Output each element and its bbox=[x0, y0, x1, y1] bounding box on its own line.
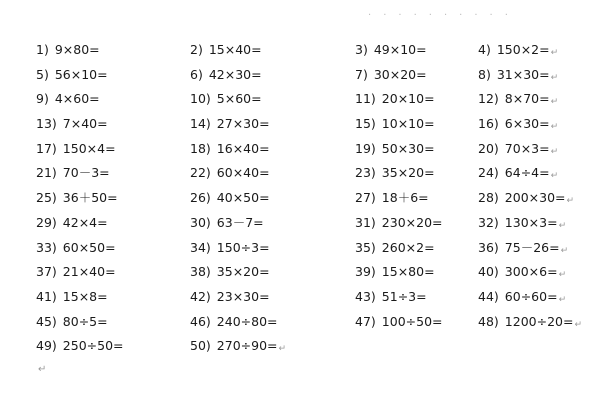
problem-item bbox=[478, 161, 558, 189]
problem-item bbox=[478, 211, 566, 239]
problem-item bbox=[190, 285, 270, 310]
problem-number: 14) bbox=[190, 116, 211, 132]
header-mark: · bbox=[368, 10, 373, 21]
problem-number: 33) bbox=[36, 239, 57, 255]
problem-expression: 8×70= bbox=[504, 91, 550, 107]
problem-expression: 270÷90= bbox=[216, 338, 278, 354]
problem-number: 28) bbox=[478, 190, 499, 206]
problem-row bbox=[36, 260, 596, 285]
problem-item bbox=[355, 310, 443, 335]
problem-item bbox=[355, 186, 429, 211]
problem-row bbox=[36, 137, 596, 162]
problem-item bbox=[355, 87, 435, 112]
problem-number: 22) bbox=[190, 165, 211, 181]
problem-number: 32) bbox=[478, 214, 499, 230]
problem-number: 35) bbox=[355, 239, 376, 255]
header-mark: · bbox=[474, 10, 479, 21]
problem-number: 3) bbox=[355, 42, 368, 57]
problem-number: 44) bbox=[478, 288, 499, 304]
problem-number: 47) bbox=[355, 313, 376, 329]
problem-row bbox=[36, 310, 596, 335]
problem-number: 39) bbox=[355, 264, 376, 280]
problem-item bbox=[36, 285, 108, 310]
problem-item bbox=[355, 236, 435, 261]
header-mark: · bbox=[459, 10, 464, 21]
problem-number: 37) bbox=[36, 264, 57, 280]
paragraph-return-icon: ↵ bbox=[550, 146, 559, 157]
problem-list bbox=[36, 38, 596, 359]
problem-expression: 21×40= bbox=[62, 264, 116, 280]
problem-item bbox=[190, 87, 262, 112]
problem-expression: 10×10= bbox=[381, 116, 435, 132]
problem-expression: 56×10= bbox=[54, 66, 108, 82]
problem-row bbox=[36, 161, 596, 186]
paragraph-return-icon: ↵ bbox=[560, 245, 569, 256]
problem-row bbox=[36, 112, 596, 137]
problem-expression: 36＋50= bbox=[62, 190, 118, 206]
problem-item bbox=[355, 63, 427, 88]
problem-item bbox=[478, 310, 582, 338]
paragraph-return-icon: ↵ bbox=[550, 171, 559, 182]
problem-number: 31) bbox=[355, 214, 376, 230]
problem-number: 38) bbox=[190, 264, 211, 280]
problem-expression: 15×80= bbox=[381, 264, 435, 280]
problem-expression: 23×30= bbox=[216, 288, 270, 304]
paragraph-return-icon: ↵ bbox=[566, 196, 575, 207]
problem-number: 11) bbox=[355, 91, 376, 107]
paragraph-return-icon: ↵ bbox=[550, 122, 559, 133]
problem-item bbox=[36, 334, 124, 359]
problem-expression: 80÷5= bbox=[62, 313, 108, 329]
header-mark: · bbox=[398, 10, 403, 21]
paragraph-return-icon: ↵ bbox=[550, 48, 559, 58]
header-marks bbox=[368, 10, 578, 21]
problem-expression: 42×4= bbox=[62, 214, 108, 230]
problem-number: 46) bbox=[190, 313, 211, 329]
problem-number: 2) bbox=[190, 42, 203, 57]
problem-row bbox=[36, 236, 596, 261]
paragraph-return-icon: ↵ bbox=[558, 270, 567, 281]
header-mark: · bbox=[413, 10, 418, 21]
problem-number: 45) bbox=[36, 313, 57, 329]
paragraph-return-icon: ↵ bbox=[574, 319, 583, 330]
problem-number: 1) bbox=[36, 42, 49, 57]
problem-number: 7) bbox=[355, 66, 368, 82]
problem-number: 19) bbox=[355, 140, 376, 156]
problem-row bbox=[36, 38, 596, 63]
problem-expression: 100÷50= bbox=[381, 313, 443, 329]
problem-expression: 130×3= bbox=[504, 214, 558, 230]
problem-item bbox=[36, 310, 108, 335]
header-mark: · bbox=[383, 10, 388, 21]
problem-item bbox=[478, 38, 558, 66]
problem-expression: 35×20= bbox=[381, 165, 435, 181]
problem-number: 9) bbox=[36, 91, 49, 107]
problem-row bbox=[36, 285, 596, 310]
problem-expression: 7×40= bbox=[62, 116, 108, 132]
problem-number: 30) bbox=[190, 214, 211, 230]
problem-item bbox=[478, 137, 558, 165]
problem-number: 10) bbox=[190, 91, 211, 107]
problem-item bbox=[190, 112, 270, 137]
problem-item bbox=[478, 285, 566, 313]
paragraph-return-icon: ↵ bbox=[550, 72, 559, 83]
problem-expression: 70×3= bbox=[504, 140, 550, 156]
problem-item bbox=[36, 186, 118, 211]
paragraph-return-icon: ↵ bbox=[558, 220, 567, 231]
problem-item bbox=[478, 186, 574, 214]
problem-number: 20) bbox=[478, 140, 499, 156]
problem-row bbox=[36, 63, 596, 88]
problem-item bbox=[36, 161, 110, 186]
problem-expression: 42×30= bbox=[208, 66, 262, 82]
problem-item bbox=[190, 310, 278, 335]
problem-expression: 27×30= bbox=[216, 116, 270, 132]
problem-item bbox=[36, 236, 116, 261]
problem-row bbox=[36, 334, 596, 359]
problem-item bbox=[36, 137, 116, 162]
problem-item bbox=[478, 112, 558, 140]
paragraph-return-icon: ↵ bbox=[278, 344, 287, 355]
problem-item bbox=[190, 63, 262, 88]
problem-expression: 150÷3= bbox=[216, 239, 270, 255]
problem-number: 43) bbox=[355, 288, 376, 304]
problem-number: 21) bbox=[36, 165, 57, 181]
problem-expression: 20×10= bbox=[381, 91, 435, 107]
problem-row bbox=[36, 87, 596, 112]
problem-item bbox=[190, 260, 270, 285]
problem-item bbox=[355, 211, 443, 236]
problem-number: 12) bbox=[478, 91, 499, 107]
problem-number: 23) bbox=[355, 165, 376, 181]
problem-item bbox=[478, 87, 558, 115]
problem-expression: 60×50= bbox=[62, 239, 116, 255]
problem-expression: 70－3= bbox=[62, 165, 110, 181]
problem-expression: 51÷3= bbox=[381, 288, 427, 304]
problem-item bbox=[36, 112, 108, 137]
problem-number: 50) bbox=[190, 338, 211, 354]
problem-expression: 63－7= bbox=[216, 214, 264, 230]
problem-number: 4) bbox=[478, 42, 491, 57]
problem-expression: 260×2= bbox=[381, 239, 435, 255]
problem-number: 15) bbox=[355, 116, 376, 132]
problem-item bbox=[190, 334, 286, 362]
problem-number: 40) bbox=[478, 264, 499, 280]
problem-item bbox=[36, 38, 100, 63]
problem-expression: 18＋6= bbox=[381, 190, 429, 206]
problem-number: 8) bbox=[478, 66, 491, 82]
header-mark: · bbox=[489, 10, 494, 21]
problem-expression: 9×80= bbox=[54, 42, 100, 57]
problem-expression: 5×60= bbox=[216, 91, 262, 107]
paragraph-return-icon: ↵ bbox=[38, 364, 47, 375]
problem-expression: 60×40= bbox=[216, 165, 270, 181]
problem-item bbox=[190, 38, 262, 63]
problem-expression: 16×40= bbox=[216, 140, 270, 156]
problem-item bbox=[355, 285, 427, 310]
problem-item bbox=[36, 87, 100, 112]
problem-number: 48) bbox=[478, 313, 499, 329]
problem-number: 16) bbox=[478, 116, 499, 132]
header-mark: · bbox=[443, 10, 449, 21]
problem-expression: 200×30= bbox=[504, 190, 566, 206]
problem-expression: 150×2= bbox=[496, 42, 550, 57]
problem-item bbox=[355, 112, 435, 137]
problem-number: 5) bbox=[36, 66, 49, 82]
problem-item bbox=[36, 211, 108, 236]
problem-expression: 40×50= bbox=[216, 190, 270, 206]
problem-item bbox=[190, 161, 270, 186]
problem-number: 29) bbox=[36, 214, 57, 230]
problem-expression: 31×30= bbox=[496, 66, 550, 82]
problem-item bbox=[478, 236, 568, 264]
problem-expression: 60÷60= bbox=[504, 288, 558, 304]
problem-expression: 15×8= bbox=[62, 288, 108, 304]
problem-item bbox=[36, 260, 116, 285]
problem-item bbox=[36, 63, 108, 88]
header-mark: · bbox=[504, 10, 509, 21]
problem-number: 18) bbox=[190, 140, 211, 156]
problem-number: 49) bbox=[36, 338, 57, 354]
problem-number: 17) bbox=[36, 140, 57, 156]
problem-expression: 50×30= bbox=[381, 140, 435, 156]
problem-expression: 49×10= bbox=[373, 42, 427, 57]
problem-expression: 35×20= bbox=[216, 264, 270, 280]
problem-expression: 75－26= bbox=[504, 239, 560, 255]
problem-expression: 250÷50= bbox=[62, 338, 124, 354]
problem-number: 42) bbox=[190, 288, 211, 304]
problem-item bbox=[190, 137, 270, 162]
problem-expression: 240÷80= bbox=[216, 313, 278, 329]
problem-number: 26) bbox=[190, 190, 211, 206]
problem-row bbox=[36, 211, 596, 236]
problem-number: 27) bbox=[355, 190, 376, 206]
problem-item bbox=[478, 63, 558, 91]
problem-number: 24) bbox=[478, 165, 499, 181]
problem-expression: 15×40= bbox=[208, 42, 262, 57]
problem-number: 13) bbox=[36, 116, 57, 132]
header-mark: · bbox=[428, 10, 433, 21]
problem-number: 34) bbox=[190, 239, 211, 255]
problem-number: 41) bbox=[36, 288, 57, 304]
paragraph-return-icon: ↵ bbox=[550, 97, 559, 108]
problem-item bbox=[355, 260, 435, 285]
problem-expression: 4×60= bbox=[54, 91, 100, 107]
problem-item bbox=[190, 211, 264, 236]
paragraph-return-icon: ↵ bbox=[558, 294, 567, 305]
problem-item bbox=[478, 260, 566, 288]
problem-expression: 230×20= bbox=[381, 214, 443, 230]
problem-expression: 64÷4= bbox=[504, 165, 550, 181]
problem-expression: 6×30= bbox=[504, 116, 550, 132]
problem-item bbox=[190, 186, 270, 211]
problem-number: 25) bbox=[36, 190, 57, 206]
problem-item bbox=[355, 137, 435, 162]
problem-item bbox=[355, 161, 435, 186]
problem-number: 36) bbox=[478, 239, 499, 255]
problem-number: 6) bbox=[190, 66, 203, 82]
problem-expression: 300×6= bbox=[504, 264, 558, 280]
problem-item bbox=[355, 38, 427, 63]
problem-expression: 150×4= bbox=[62, 140, 116, 156]
problem-expression: 1200÷20= bbox=[504, 313, 574, 329]
problem-item bbox=[190, 236, 270, 261]
problem-expression: 30×20= bbox=[373, 66, 427, 82]
problem-row bbox=[36, 186, 596, 211]
